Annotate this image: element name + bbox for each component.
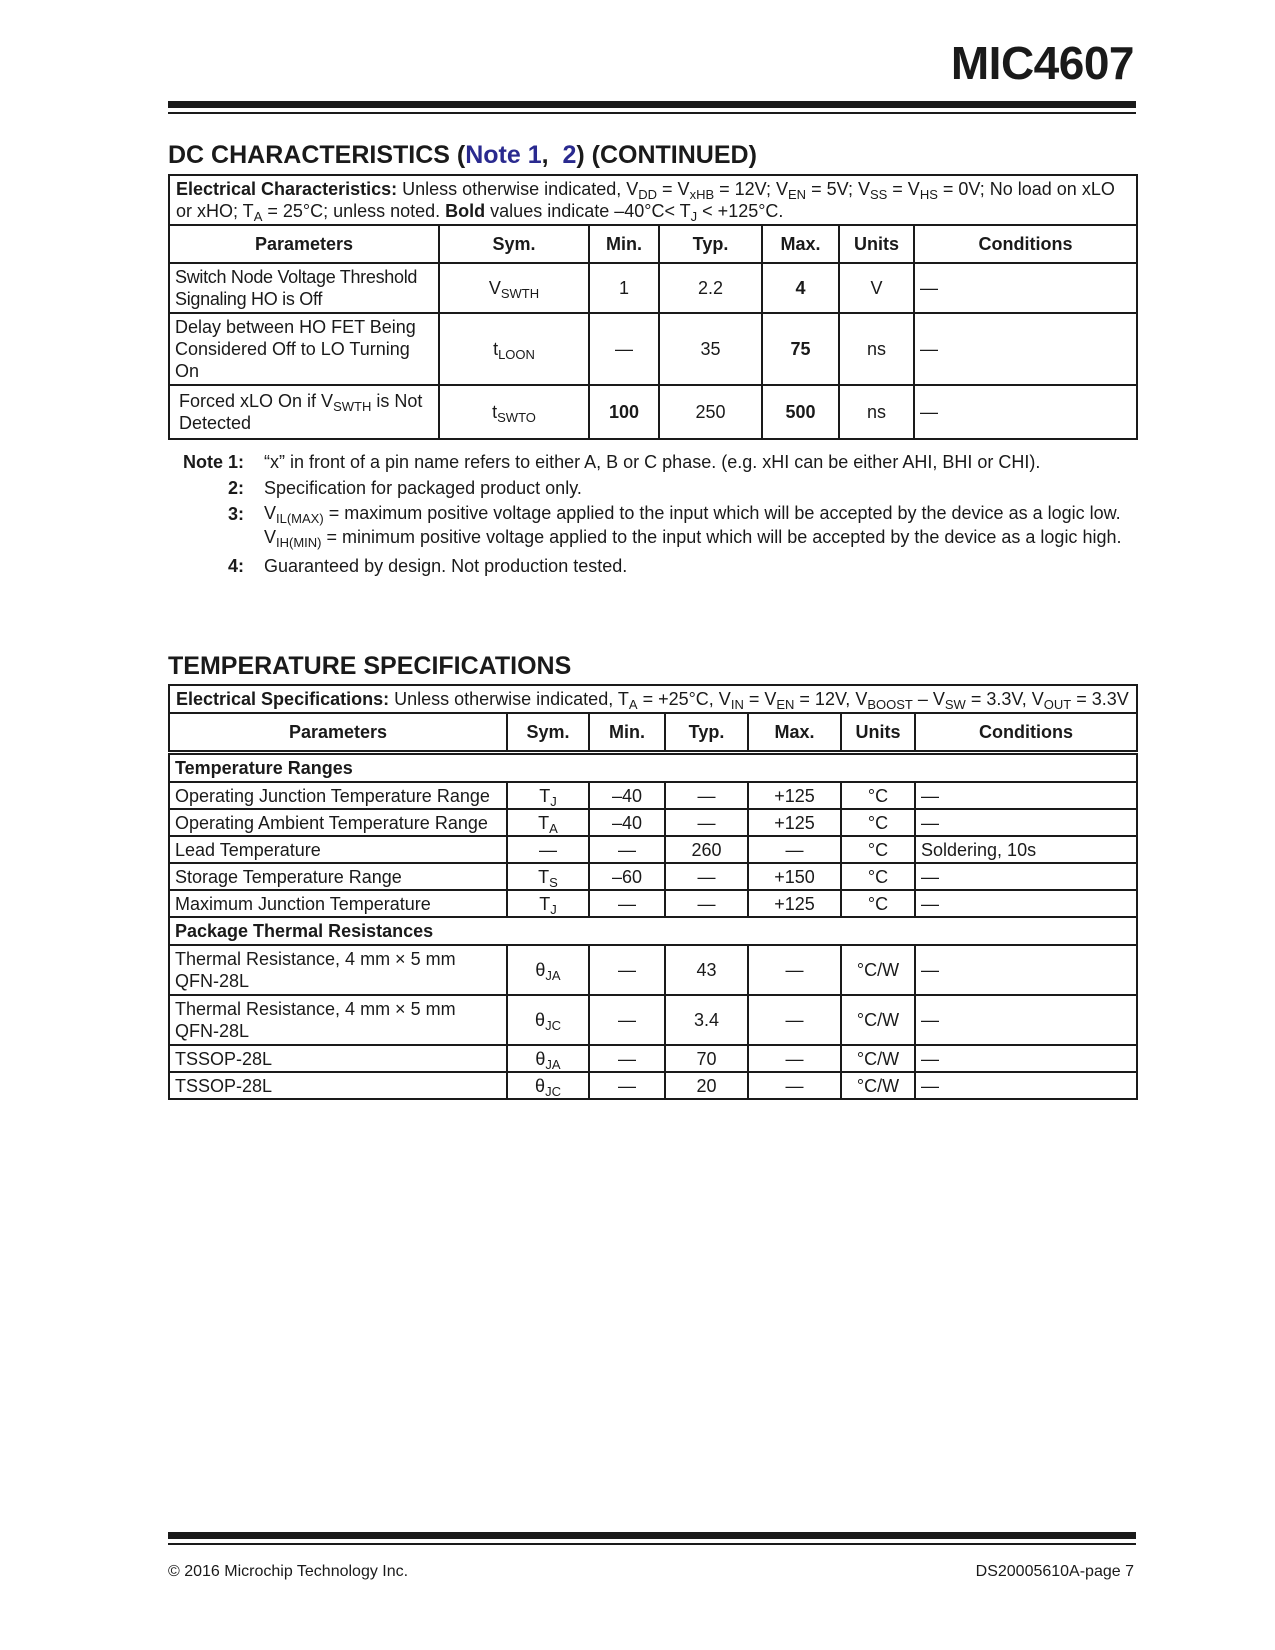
dc-header-row: [169, 225, 1137, 263]
temperature-specifications-title: TEMPERATURE SPECIFICATIONS: [168, 652, 572, 680]
param-cell: TSSOP-28L: [169, 1045, 507, 1072]
note-2: 2: Specification for packaged product only.: [227, 478, 582, 498]
conditions-cell: —: [914, 263, 1137, 313]
col-header-min: Min.: [589, 225, 659, 263]
typ-cell: 35: [659, 313, 762, 385]
temperature-specifications-table: [168, 684, 1138, 1100]
conditions-cell: —: [915, 1045, 1137, 1072]
max-cell: 500: [762, 385, 839, 439]
footer-rule-thin: [168, 1543, 1136, 1545]
max-cell: +125: [748, 890, 841, 917]
col-header-sym: Sym.: [507, 713, 589, 753]
typ-cell: 2.2: [659, 263, 762, 313]
table-row: [169, 945, 1137, 995]
param-cell: Operating Junction Temperature Range: [169, 782, 507, 809]
sym-cell: $\theta_{JC}$: [507, 1072, 589, 1099]
typ-cell: —: [665, 890, 748, 917]
note-3: 3: $V_{IL(MAX)}$ = maximum positive voltage applied to the input which will be accepted by the device as a logic low. $V_{IH(MIN)}$ = minimum positive voltage applied to the input which will be accepted by the device as a logic high.: [227, 503, 1122, 550]
footer-rule-thick: [168, 1532, 1136, 1539]
typ-cell: 260: [665, 836, 748, 863]
units-cell: °C: [841, 836, 915, 863]
temp-header-row: [169, 713, 1137, 753]
col-header-parameters: Parameters: [169, 225, 439, 263]
document-part-number: MIC4607: [950, 37, 1134, 89]
max-cell: +125: [748, 809, 841, 836]
min-cell: 1: [589, 263, 659, 313]
col-header-min: Min.: [589, 713, 665, 753]
sym-cell: $T_A$: [507, 809, 589, 836]
header-rule-thick: [168, 101, 1136, 108]
param-cell: Lead Temperature: [169, 836, 507, 863]
dc-characteristics-title: [168, 143, 757, 168]
typ-cell: 250: [659, 385, 762, 439]
conditions-cell: —: [915, 890, 1137, 917]
section-row-temperature-ranges: Temperature Ranges: [169, 753, 1137, 783]
sym-cell: $T_J$: [507, 782, 589, 809]
units-cell: °C/W: [841, 1072, 915, 1099]
col-header-units: Units: [839, 225, 914, 263]
units-cell: °C/W: [841, 945, 915, 995]
param-cell: Maximum Junction Temperature: [169, 890, 507, 917]
max-cell: +150: [748, 863, 841, 890]
min-cell: —: [589, 945, 665, 995]
section-row-package-thermal-resistances: Package Thermal Resistances: [169, 917, 1137, 945]
note-1-link[interactable]: Note 1: [465, 141, 542, 169]
col-header-max: Max.: [748, 713, 841, 753]
col-header-conditions: Conditions: [914, 225, 1137, 263]
units-cell: °C: [841, 863, 915, 890]
min-cell: —: [589, 836, 665, 863]
units-cell: °C: [841, 809, 915, 836]
typ-cell: —: [665, 863, 748, 890]
typ-cell: 3.4: [665, 995, 748, 1045]
min-cell: —: [589, 313, 659, 385]
col-header-typ: Typ.: [665, 713, 748, 753]
header-rule-thin: [168, 112, 1136, 114]
table-row: [169, 809, 1137, 836]
min-cell: –60: [589, 863, 665, 890]
sym-cell: $\theta_{JC}$: [507, 995, 589, 1045]
notes-block: [174, 451, 1124, 577]
typ-cell: —: [665, 782, 748, 809]
sym-cell: $t_{SWTO}$: [439, 385, 589, 439]
sym-cell: $\theta_{JA}$: [507, 1045, 589, 1072]
units-cell: °C: [841, 890, 915, 917]
dc-characteristics-table: [168, 174, 1138, 440]
sym-cell: $T_S$: [507, 863, 589, 890]
conditions-cell: —: [915, 1072, 1137, 1099]
table-row: [169, 313, 1137, 385]
sym-cell: $T_J$: [507, 890, 589, 917]
conditions-cell: —: [915, 782, 1137, 809]
table-row: [169, 995, 1137, 1045]
max-cell: —: [748, 1072, 841, 1099]
min-cell: —: [589, 1072, 665, 1099]
footer-page-number: DS20005610A-page 7: [975, 1563, 1134, 1580]
param-cell: Operating Ambient Temperature Range: [169, 809, 507, 836]
dc-intro-label: Electrical Characteristics:: [176, 179, 398, 199]
table-row: [169, 782, 1137, 809]
typ-cell: 70: [665, 1045, 748, 1072]
units-cell: °C/W: [841, 995, 915, 1045]
temp-intro-label: Electrical Specifications:: [176, 689, 390, 709]
typ-cell: 43: [665, 945, 748, 995]
max-cell: —: [748, 1045, 841, 1072]
max-cell: 4: [762, 263, 839, 313]
col-header-max: Max.: [762, 225, 839, 263]
conditions-cell: —: [915, 863, 1137, 890]
typ-cell: —: [665, 809, 748, 836]
note-4: 4: Guaranteed by design. Not production tested.: [227, 556, 628, 576]
param-cell: Switch Node Voltage Threshold Signaling HO is Off: [169, 263, 439, 313]
conditions-cell: Soldering, 10s: [915, 836, 1137, 863]
sym-cell: $V_{SWTH}$: [439, 263, 589, 313]
col-header-units: Units: [841, 713, 915, 753]
typ-cell: 20: [665, 1072, 748, 1099]
param-cell: Thermal Resistance, 4 mm × 5 mm QFN-28L: [169, 995, 507, 1045]
param-cell: Storage Temperature Range: [169, 863, 507, 890]
conditions-cell: —: [914, 313, 1137, 385]
units-cell: ns: [839, 313, 914, 385]
max-cell: —: [748, 945, 841, 995]
col-header-conditions: Conditions: [915, 713, 1137, 753]
col-header-typ: Typ.: [659, 225, 762, 263]
temp-conditions-intro: Electrical Specifications: Unless otherwise indicated, $T_A = +25^\circ C$, $V_{IN} = V_{EN} = 12V$, $V_{BOOST} - V_{SW} = 3.3V$, $V_{OUT} = 3.3V$: [169, 685, 1137, 713]
param-cell: Thermal Resistance, 4 mm × 5 mm QFN-28L: [169, 945, 507, 995]
units-cell: °C: [841, 782, 915, 809]
table-row: [169, 1072, 1137, 1099]
conditions-cell: —: [915, 945, 1137, 995]
sym-cell: $t_{LOON}$: [439, 313, 589, 385]
dc-conditions-intro: Electrical Characteristics: Unless otherwise indicated, $V_{DD} = V_{xHB} = 12V$; $V_{EN} = 5V$; $V_{SS} = V_{HS} = 0V$; No load on xLO or xHO; $T_A = 25^\circ C$; unless noted. Bold values indicate $-40^\circ C< T_J < +125^\circ C$.: [169, 175, 1137, 225]
conditions-cell: —: [914, 385, 1137, 439]
units-cell: ns: [839, 385, 914, 439]
max-cell: —: [748, 836, 841, 863]
param-cell: TSSOP-28L: [169, 1072, 507, 1099]
table-row: [169, 385, 1137, 439]
max-cell: 75: [762, 313, 839, 385]
dc-title-sep: ,: [541, 141, 563, 169]
conditions-cell: —: [915, 995, 1137, 1045]
min-cell: —: [589, 995, 665, 1045]
min-cell: –40: [589, 809, 665, 836]
table-row: [169, 890, 1137, 917]
max-cell: +125: [748, 782, 841, 809]
dc-intro-text: Unless otherwise indicated, V: [397, 179, 639, 199]
table-row: [169, 863, 1137, 890]
units-cell: V: [839, 263, 914, 313]
conditions-cell: —: [915, 809, 1137, 836]
note-1: Note 1: “x” in front of a pin name refers to either A, B or C phase. (e.g. xHI can be either AHI, BHI or CHI).: [182, 452, 1041, 472]
col-header-sym: Sym.: [439, 225, 589, 263]
sym-cell: $\theta_{JA}$: [507, 945, 589, 995]
col-header-parameters: Parameters: [169, 713, 507, 753]
param-cell: Forced xLO On if $V_{SWTH}$ is Not Detected: [169, 385, 439, 439]
dc-title-prefix: DC CHARACTERISTICS (: [168, 141, 466, 169]
param-cell: Delay between HO FET Being Considered Off to LO Turning On: [169, 313, 439, 385]
min-cell: 100: [589, 385, 659, 439]
sym-cell: —: [507, 836, 589, 863]
table-row: [169, 836, 1137, 863]
table-row: [169, 263, 1137, 313]
units-cell: °C/W: [841, 1045, 915, 1072]
min-cell: —: [589, 1045, 665, 1072]
min-cell: —: [589, 890, 665, 917]
min-cell: –40: [589, 782, 665, 809]
table-row: [169, 1045, 1137, 1072]
max-cell: —: [748, 995, 841, 1045]
footer-copyright: © 2016 Microchip Technology Inc.: [168, 1563, 409, 1580]
dc-title-suffix: ) (CONTINUED): [576, 141, 757, 169]
note-2-link[interactable]: 2: [562, 141, 577, 169]
